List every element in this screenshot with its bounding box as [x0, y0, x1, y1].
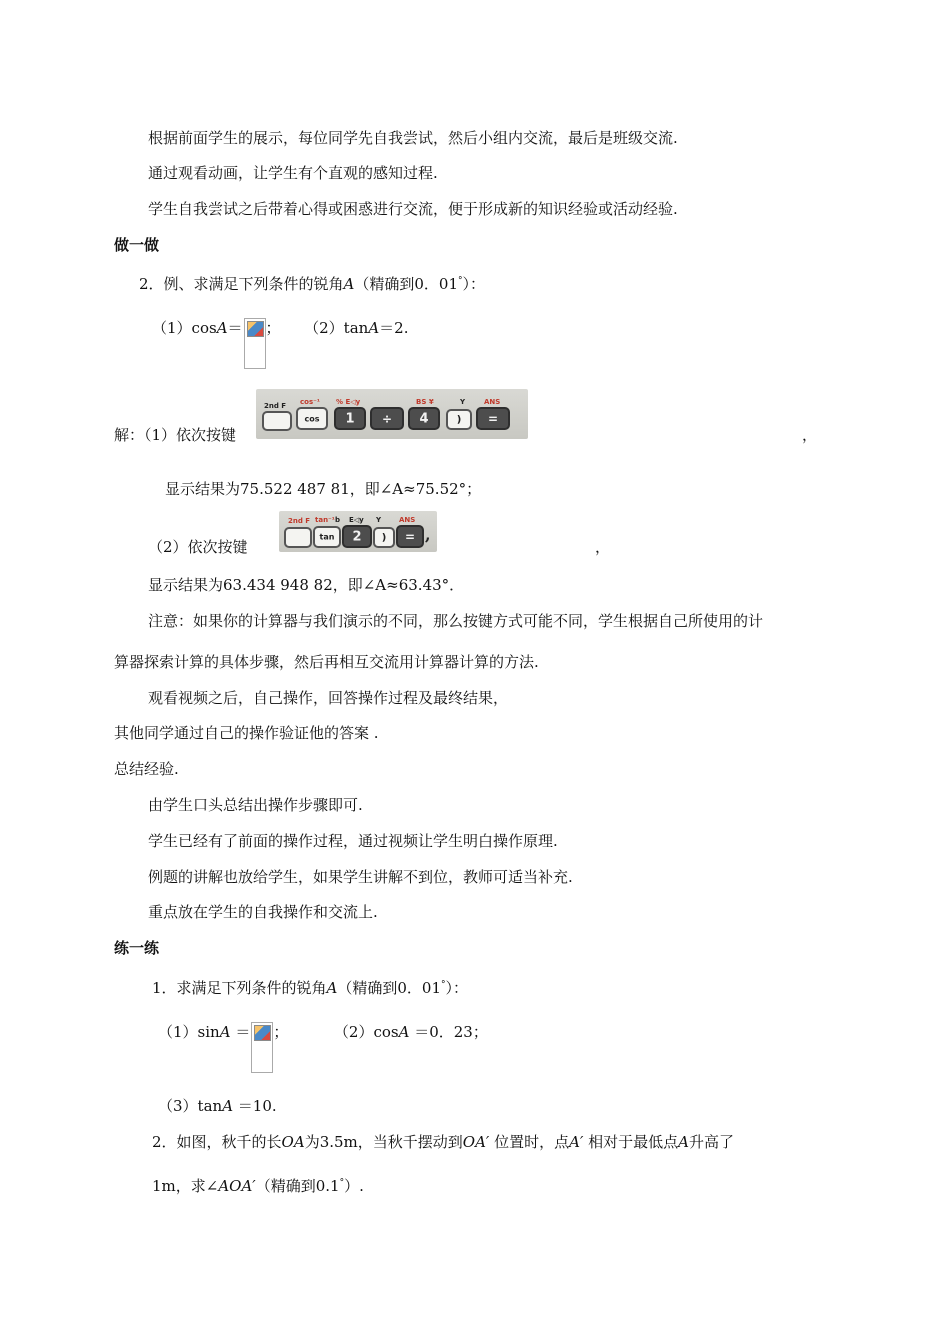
ex1-text-c: ）：: [445, 979, 469, 997]
key-label: Y: [376, 516, 382, 524]
ex2-text: （精确到0.1: [255, 1177, 340, 1195]
ex1-c1-end: ；: [273, 1023, 289, 1041]
ex2-var: AOA′: [218, 1177, 256, 1195]
ex2-var: OA′: [462, 1133, 490, 1151]
degree-mark: °: [441, 980, 446, 990]
note-line-9: 重点放在学生的自我操作和交流上.: [148, 903, 378, 921]
key-label: cos⁻¹: [300, 398, 320, 406]
note-line-4: 其他同学通过自己的操作验证他的答案 .: [114, 724, 379, 742]
key-label: 2nd F: [288, 517, 311, 525]
key-tan: tan: [313, 526, 341, 548]
ex1-c1-var: A: [219, 1023, 231, 1041]
note-line-2: 算器探索计算的具体步骤，然后再相互交流用计算器计算的方法.: [114, 653, 539, 671]
key-divide: ÷: [370, 407, 404, 430]
ex2-var: A′: [569, 1133, 584, 1151]
broken-image-icon: [244, 318, 266, 369]
exercise2-line-2: [152, 1173, 364, 1196]
broken-image-icon: [251, 1022, 273, 1073]
key-label: ANS: [484, 398, 501, 406]
section-heading-practice: 做一做: [114, 236, 160, 254]
solution-step1-label: 解：（1）依次按键: [114, 426, 237, 444]
key-label: % E◁y: [336, 398, 361, 406]
note-line-1: 注意：如果你的计算器与我们演示的不同，那么按键方式可能不同，学生根据自己所使用的计: [148, 612, 764, 630]
paragraph-2: 通过观看动画，让学生有个直观的感知过程.: [148, 164, 438, 182]
degree-mark: °: [458, 276, 463, 286]
key-2: 2: [342, 525, 372, 548]
example-text-c: ）：: [462, 275, 486, 293]
ex1-c3-val: ＝10.: [233, 1097, 277, 1115]
calculator-keys-image-1: [256, 389, 528, 439]
key-label: ANS: [399, 516, 416, 524]
key-label: BS ¥: [416, 398, 434, 406]
example-statement: [139, 271, 485, 294]
calculator-keys-image-2: [279, 511, 437, 552]
cond1-var: A: [216, 319, 228, 337]
ex2-var: OA: [281, 1133, 305, 1151]
key-close-paren: ): [446, 409, 472, 430]
cond2-val: ＝2.: [379, 319, 409, 337]
ex2-var: A: [678, 1133, 689, 1151]
section-heading-exercise: 练一练: [114, 939, 160, 957]
solution-step1-comma: ，: [802, 426, 818, 444]
ex1-text-a: 1．求满足下列条件的锐角: [152, 979, 327, 997]
ex1-c2-val: ＝0．23；: [409, 1023, 488, 1041]
note-line-7: 学生已经有了前面的操作过程，通过视频让学生明白操作原理.: [148, 832, 558, 850]
ex1-c1-pre: （1）sin: [158, 1023, 220, 1041]
keys2-trailing-comma: ,: [425, 525, 431, 544]
exercise1-condition-3: [158, 1096, 277, 1116]
key-label: E◁y: [349, 516, 364, 524]
cond1-pre: （1）cos: [152, 319, 217, 337]
ex1-var: A: [326, 979, 338, 997]
cond2-pre: （2）tan: [304, 319, 369, 337]
key-equals: =: [396, 525, 424, 548]
paragraph-3: 学生自我尝试之后带着心得或困惑进行交流，便于形成新的知识经验或活动经验.: [148, 200, 678, 218]
example-text-a: 2．例、求满足下列条件的锐角: [139, 275, 344, 293]
example-conditions: [152, 318, 408, 369]
note-line-3: 观看视频之后，自己操作，回答操作过程及最终结果，: [148, 689, 509, 707]
paragraph-1: 根据前面学生的展示，每位同学先自我尝试，然后小组内交流，最后是班级交流.: [148, 129, 678, 147]
solution-step2-comma: ，: [595, 538, 611, 556]
example-var: A: [343, 275, 355, 293]
key-label: b: [335, 516, 341, 524]
ex2-text: 1m，求∠: [152, 1177, 219, 1195]
key-4: 4: [408, 407, 440, 430]
key-label: Y: [460, 398, 466, 406]
key-label: tan⁻¹: [315, 516, 335, 524]
ex1-c2-var: A: [398, 1023, 410, 1041]
solution-step2-label: （2）依次按键: [148, 538, 248, 556]
ex1-c3-pre: （3）tan: [158, 1097, 223, 1115]
key-1: 1: [334, 407, 366, 430]
key-cos: cos: [296, 407, 328, 430]
key-close-paren: ): [373, 527, 395, 548]
degree-mark: °: [339, 1178, 345, 1188]
exercise2-line-1: [152, 1132, 734, 1152]
ex2-text: 相对于最低点: [583, 1133, 679, 1151]
ex2-text: ）.: [344, 1177, 364, 1195]
ex2-text: 为3.5m，当秋千摆动到: [304, 1133, 463, 1151]
result-2: 显示结果为63.434 948 82，即∠A≈63.43°．: [148, 576, 465, 594]
note-line-8: 例题的讲解也放给学生，如果学生讲解不到位，教师可适当补充.: [148, 868, 573, 886]
ex1-text-b: （精确到0．01: [337, 979, 442, 997]
cond2-var: A: [368, 319, 380, 337]
key-2ndf: [284, 527, 312, 548]
key-equals: =: [476, 407, 510, 430]
ex2-text: 位置时，点: [489, 1133, 570, 1151]
key-label: 2nd F: [264, 402, 287, 410]
exercise1-statement: [152, 975, 468, 998]
key-2ndf: [262, 411, 292, 431]
exercise1-conditions: [158, 1022, 488, 1073]
cond1-end: ；: [265, 319, 281, 337]
ex1-c1-eq: ＝: [230, 1023, 251, 1041]
example-text-b: （精确到0．01: [354, 275, 459, 293]
cond1-eq: ＝: [227, 319, 243, 337]
note-line-6: 由学生口头总结出操作步骤即可.: [148, 796, 363, 814]
ex2-text: 升高了: [688, 1133, 734, 1151]
ex1-c2-pre: （2）cos: [333, 1023, 399, 1041]
ex1-c3-var: A: [222, 1097, 234, 1115]
result-1: 显示结果为75.522 487 81，即∠A≈75.52°；: [165, 480, 482, 498]
ex2-text: 2．如图，秋千的长: [152, 1133, 282, 1151]
note-line-5: 总结经验.: [114, 760, 179, 778]
